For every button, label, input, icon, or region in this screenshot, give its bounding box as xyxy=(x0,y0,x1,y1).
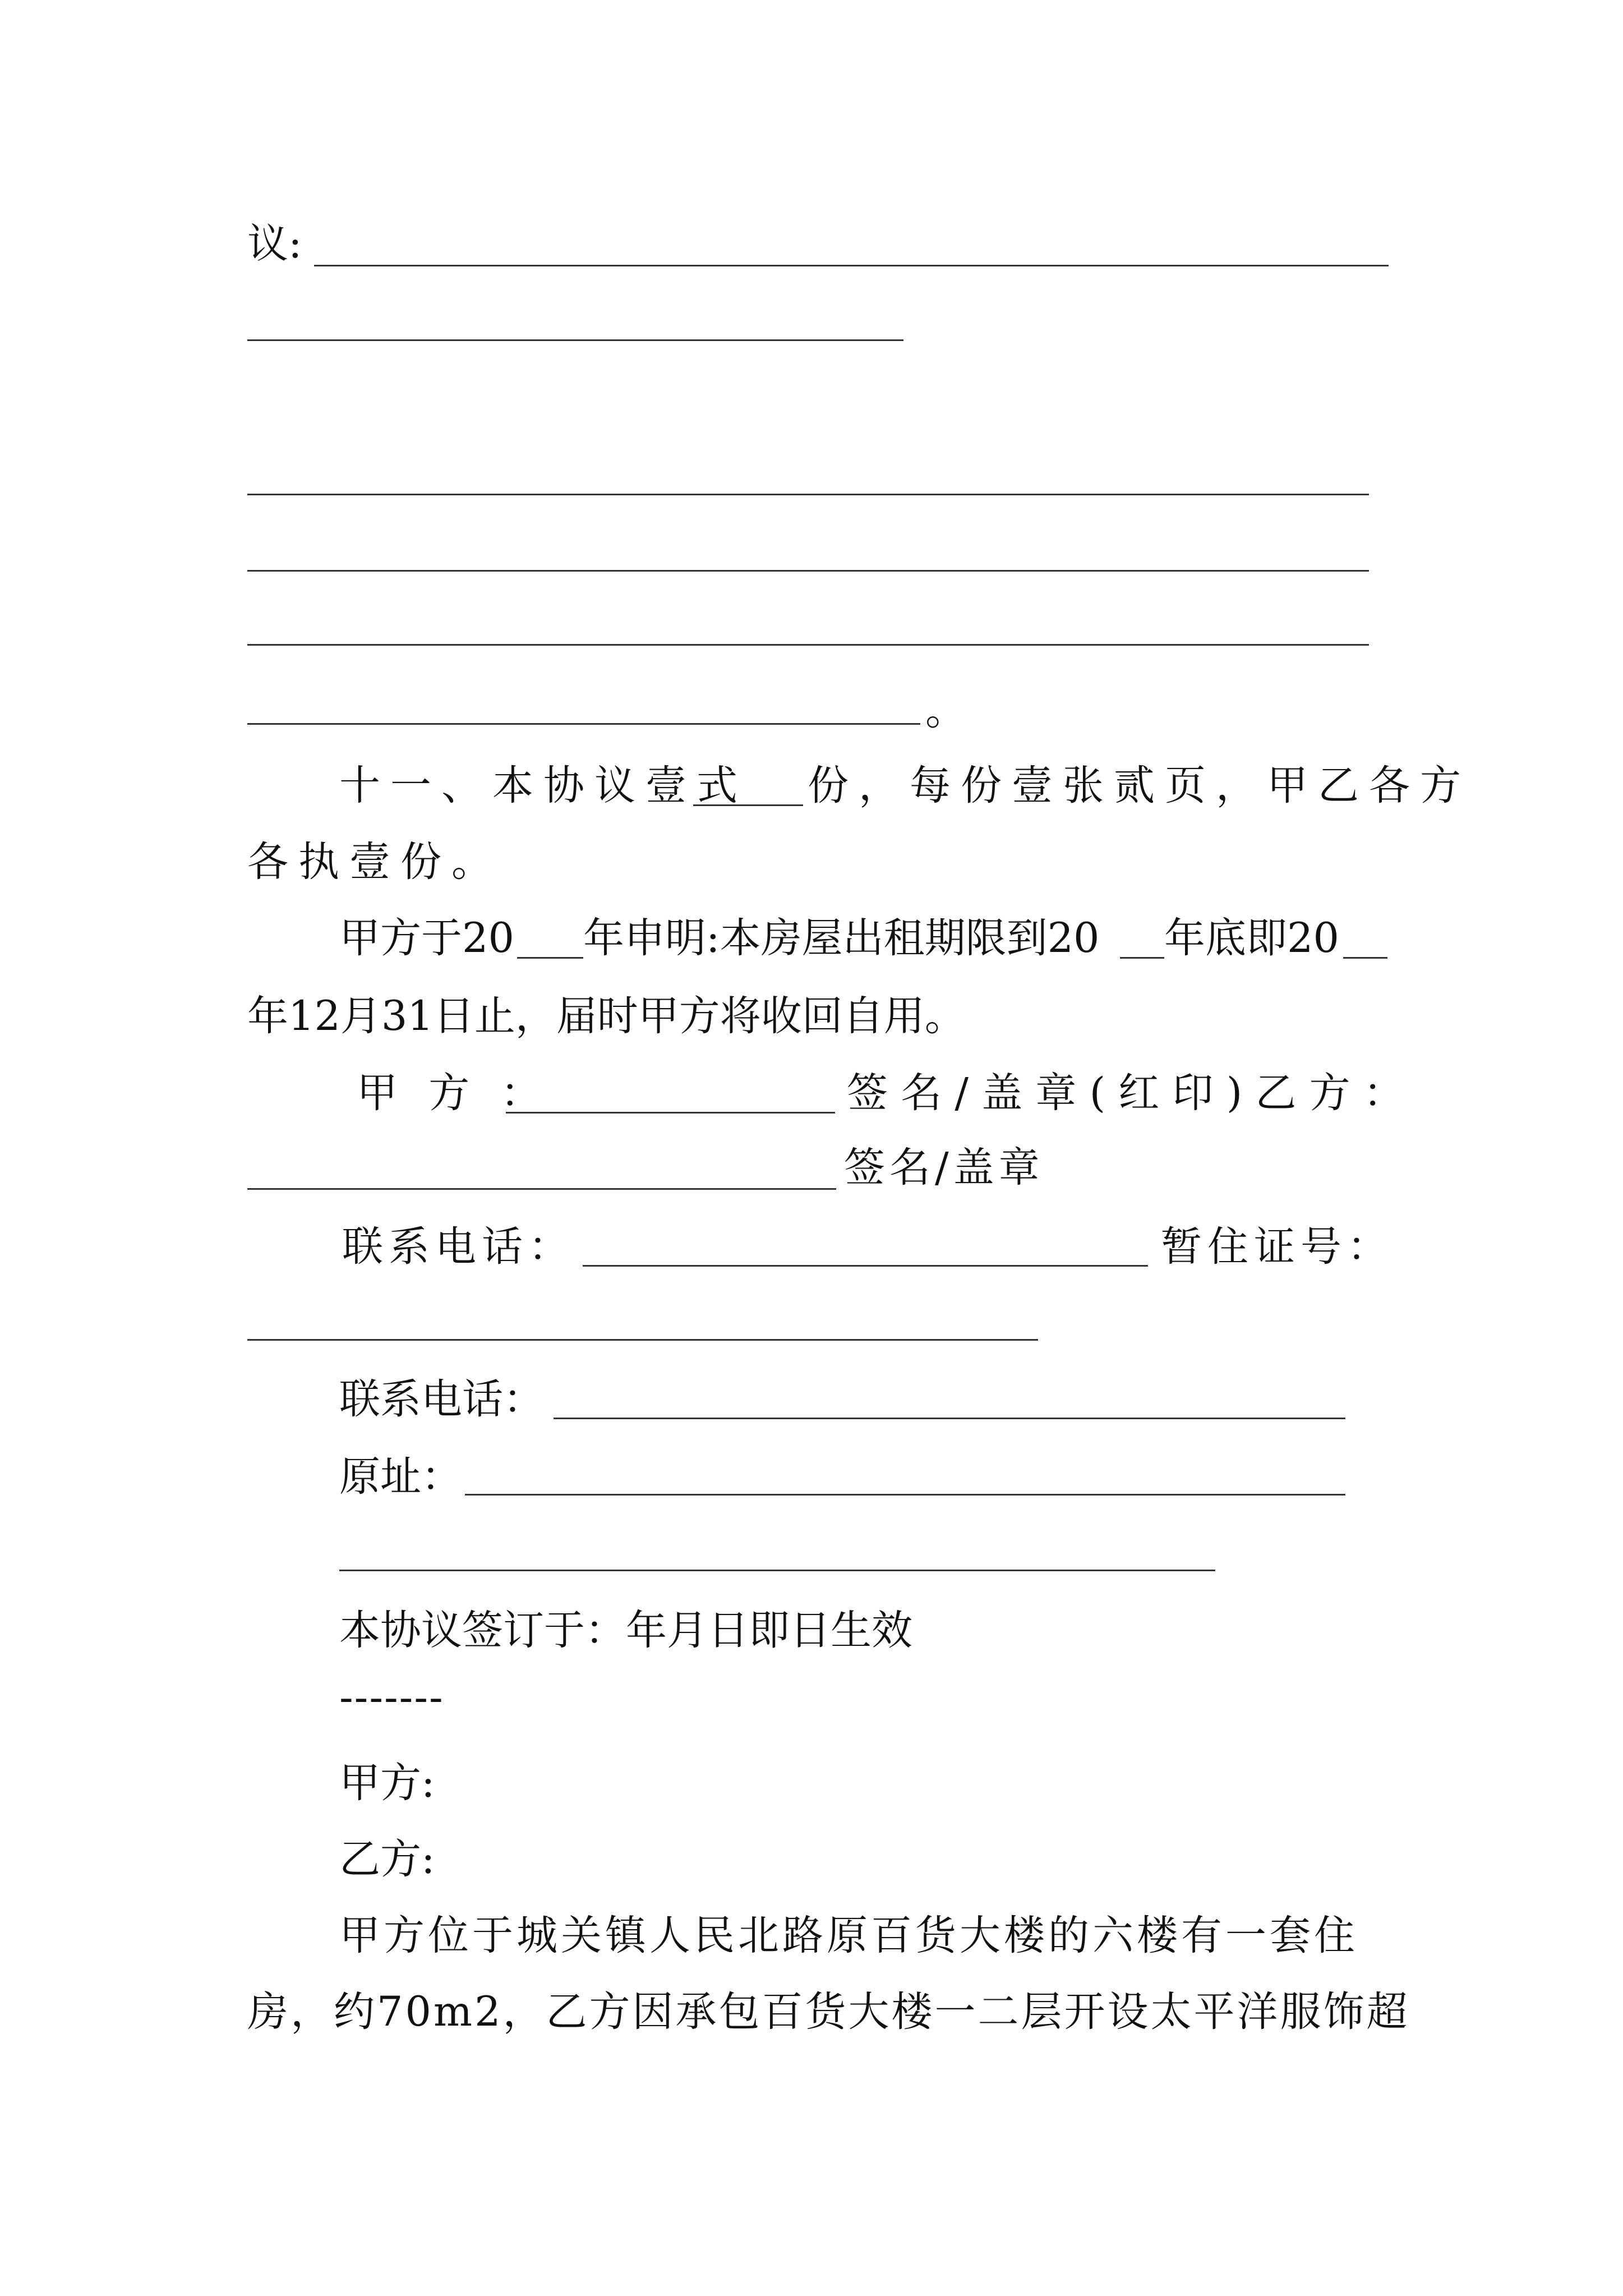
notice-text-d: 年12月31日止，届时甲方将收回自用。 xyxy=(247,992,966,1040)
original-address-label: 原址： xyxy=(339,1453,462,1501)
phone-b-blank xyxy=(554,1418,1345,1419)
blank-line xyxy=(314,265,1389,266)
party-b-name-blank xyxy=(247,1188,836,1190)
phone-b-label: 联系电话： xyxy=(339,1375,544,1423)
party-b-label: 乙方: xyxy=(339,1835,435,1883)
clause-11-text-a: 十一、本协议壹式 xyxy=(339,762,748,809)
original-address-blank xyxy=(465,1494,1345,1496)
original-address-blank xyxy=(339,1570,1215,1571)
year-blank xyxy=(1120,957,1164,959)
body-paragraph-line-2: 房，约70m2，乙方因承包百货大楼一二层开设太平洋服饰超 xyxy=(247,1988,1410,2036)
sign-party-a-label: 甲 方 ： xyxy=(357,1069,551,1117)
blank-line xyxy=(247,570,1369,572)
blank-line xyxy=(247,723,920,725)
sign-party-b-seal: 签名/盖章 xyxy=(844,1144,1044,1191)
notice-text-b: 年申明:本房屋出租期限到20 xyxy=(583,914,1100,962)
signed-on: 本协议签订于：年月日即日生效 xyxy=(339,1607,912,1654)
temp-residence-id-label: 暂住证号： xyxy=(1161,1223,1394,1271)
party-a-label: 甲方: xyxy=(339,1759,435,1807)
blank-line xyxy=(247,339,903,341)
blank-line xyxy=(247,644,1369,646)
notice-text-c: 年底即20 xyxy=(1164,914,1339,962)
clause-11-text-b: 份，每份壹张贰页，甲乙各方 xyxy=(808,762,1471,809)
year-blank xyxy=(517,957,583,959)
body-paragraph-line-1: 甲方位于城关镇人民北路原百货大楼的六楼有一套住 xyxy=(339,1912,1358,1959)
sign-party-a-seal: 签 名 / 盖 章 ( 红 印 ) 乙 方 ： xyxy=(847,1069,1404,1117)
end-mark: 。 xyxy=(925,687,966,734)
copies-blank xyxy=(693,804,803,806)
party-a-name-blank xyxy=(506,1112,835,1114)
clause-11-text-c: 各执壹份。 xyxy=(247,838,502,886)
blank-line xyxy=(247,494,1369,495)
phone-a-blank xyxy=(583,1265,1148,1267)
notice-text-a: 甲方于20 xyxy=(339,914,514,962)
label-yi: 议: xyxy=(247,220,302,268)
separator: ------- xyxy=(339,1674,444,1722)
temp-residence-id-blank xyxy=(247,1339,1038,1341)
phone-a-label: 联系电话： xyxy=(342,1223,575,1271)
year-blank xyxy=(1343,957,1387,959)
